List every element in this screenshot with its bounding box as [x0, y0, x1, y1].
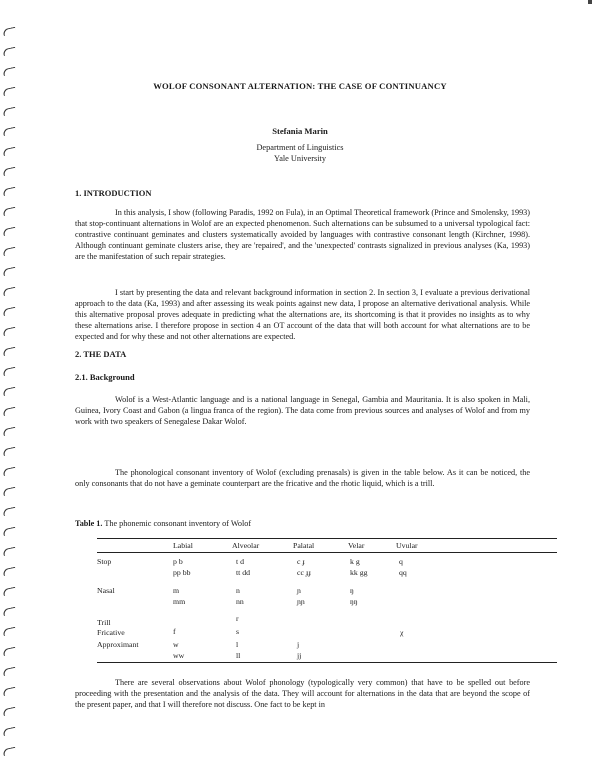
table-cell: p b — [173, 557, 183, 566]
table-cell: χ — [400, 628, 404, 637]
column-header: Uvular — [396, 541, 418, 550]
table-cell: cc ɟɟ — [297, 568, 312, 577]
table-cell: k g — [350, 557, 360, 566]
table-cell: r — [236, 614, 239, 623]
table-cell: mm — [173, 597, 186, 606]
row-label: Approximant — [97, 640, 139, 649]
column-header: Palatal — [293, 541, 315, 550]
table-cell: n — [236, 586, 240, 595]
table-cell: ww — [173, 651, 185, 660]
table-caption-text: The phonemic consonant inventory of Wolof — [104, 519, 252, 528]
table-cell: pp bb — [173, 568, 191, 577]
table-cell: j — [297, 640, 300, 649]
table-cell: jj — [297, 651, 302, 660]
closing-paragraph: There are several observations about Wolof phonology (typologically very common) that have to be spelled out before proceeding with the presentation and the analysis of the data. They will account for alternations in the data that are beyond the scope of the present paper, and that I will therefore not discuss. One fact to be kept in — [75, 678, 530, 709]
department: Department of Linguistics — [256, 143, 344, 152]
table-cell: ŋŋ — [350, 597, 358, 606]
table-cell: c ɟ — [297, 557, 306, 566]
table-cell: qq — [399, 568, 407, 577]
table-label: Table 1. — [75, 519, 103, 528]
row-label: Stop — [97, 557, 112, 566]
table-cell: kk gg — [350, 568, 368, 577]
table-cell: ɲɲ — [297, 597, 305, 606]
intro-paragraph-1: In this analysis, I show (following Paradis, 1992 on Fula), in an Optimal Theoretical framework (Prince and Smolensky, 1993) that stop-continuant alternations in Wolof are an expected phenomenon. Such alternations can be subsumed to a universal typological fact: contrastive continuant geminates and clusters systematically avoided by languages with contrastive consonant length (Kirchner, 1998). Although continuant geminate clusters arise, they are 'repaired', and the 'unexpected' contrasts signalized in previous analyses (Ka, 1993) are the manifestation of such repair strategies. — [75, 208, 530, 261]
column-header: Alveolar — [232, 541, 260, 550]
paper-title: WOLOF CONSONANT ALTERNATION: THE CASE OF CONTINUANCY — [153, 81, 447, 91]
section-1-heading: 1. INTRODUCTION — [75, 188, 152, 198]
table-cell: q — [399, 557, 403, 566]
table-cell: ɲ — [297, 586, 301, 595]
scan-mark — [588, 0, 592, 4]
table-cell: nn — [236, 597, 244, 606]
university: Yale University — [274, 154, 326, 163]
intro-paragraph-2: I start by presenting the data and relevant background information in section 2. In section 3, I evaluate a previous derivational approach to the data (Ka, 1993) and after assessing its weak points against new data, I propose an alternative derivational analysis. While this alternative proposal proves adequate in predicting what the alternations are, its shortcoming is that it provides no insights as to why these alternations arise. I therefore propose in section 4 an OT account of the data that will both account for what alternations are to be expected and for why these and not other alternations are expected. — [75, 288, 530, 341]
column-header: Velar — [348, 541, 365, 550]
table-cell: s — [236, 627, 240, 636]
section-2-heading: 2. THE DATA — [75, 349, 127, 359]
table-cell: tt dd — [236, 568, 251, 577]
background-paragraph-2: The phonological consonant inventory of Wolof (excluding prenasals) is given in the table below. As it can be noticed, the only consonants that do not have a geminate counterpart are the fricative and the rhotic liquid, which is a trill. — [75, 468, 530, 488]
row-label: Nasal — [97, 586, 115, 595]
table-cell: ŋ — [350, 586, 354, 595]
table-cell: t d — [236, 557, 245, 566]
table-cell: m — [173, 586, 180, 595]
subsection-2-1-heading: 2.1. Background — [75, 372, 135, 382]
table-caption — [75, 519, 251, 528]
table-cell: l — [236, 640, 239, 649]
background-paragraph-1: Wolof is a West-Atlantic language and is a national language in Senegal, Gambia and Mauritania. It is also spoken in Mali, Guinea, Ivory Coast and Gabon (a lingua franca of the region). The data come from previous sources and analyses of Wolof and from my work with two speakers of Senegalese Dakar Wolof. — [75, 395, 530, 426]
table-cell: w — [173, 640, 179, 649]
column-header: Labial — [173, 541, 193, 550]
table-cell: f — [173, 627, 176, 636]
row-label: Trill — [97, 618, 111, 627]
author-name: Stefania Marin — [272, 126, 328, 136]
row-label: Fricative — [97, 628, 125, 637]
table-cell: ll — [236, 651, 241, 660]
